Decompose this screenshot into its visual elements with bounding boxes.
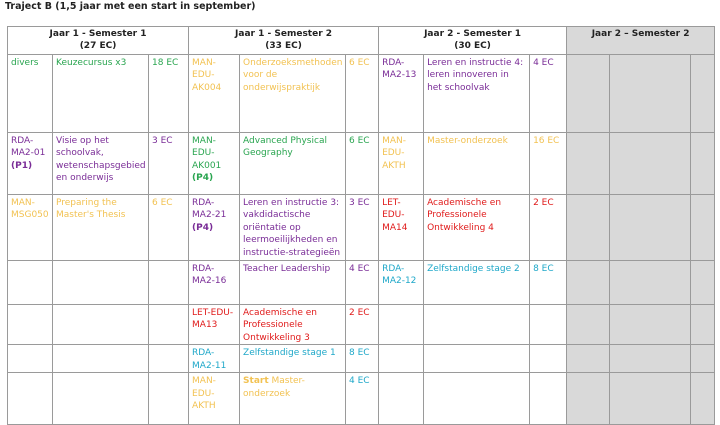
course-name: Preparing the Master's Thesis <box>53 195 149 261</box>
empty-cell <box>8 305 53 345</box>
empty-cell <box>567 261 610 305</box>
empty-cell <box>691 345 715 373</box>
course-name: Master-onderzoek <box>424 133 530 195</box>
empty-cell <box>530 373 567 425</box>
course-code: MAN-MSG050 <box>8 195 53 261</box>
table-row <box>8 261 715 305</box>
empty-cell <box>149 373 189 425</box>
empty-cell <box>691 261 715 305</box>
empty-cell <box>691 55 715 133</box>
course-code: LET-EDU-MA14 <box>379 195 424 261</box>
empty-cell <box>610 373 691 425</box>
empty-cell <box>567 373 610 425</box>
course-ec: 2 EC <box>346 305 379 345</box>
course-name: Visie op het schoolvak, wetenschapsgebied en onderwijs <box>53 133 149 195</box>
empty-cell <box>530 345 567 373</box>
course-name: Zelfstandige stage 2 <box>424 261 530 305</box>
empty-cell <box>149 261 189 305</box>
course-name: Leren en instructie 4: leren innoveren in het schoolvak <box>424 55 530 133</box>
empty-cell <box>149 345 189 373</box>
course-name: Zelfstandige stage 1 <box>240 345 346 373</box>
empty-cell <box>424 373 530 425</box>
empty-cell <box>53 373 149 425</box>
empty-cell <box>8 261 53 305</box>
course-code-cell <box>8 133 53 195</box>
course-ec: 6 EC <box>346 133 379 195</box>
period-label: (P4) <box>192 222 214 233</box>
course-code-cell <box>189 133 240 195</box>
empty-cell <box>691 195 715 261</box>
empty-cell <box>379 305 424 345</box>
empty-cell <box>691 373 715 425</box>
course-name-cell <box>240 373 346 425</box>
course-code: MAN-EDU-AKTH <box>379 133 424 195</box>
table-row <box>8 55 715 133</box>
period-label: (P1) <box>11 160 33 171</box>
course-code: RDA-MA2-01 <box>11 136 46 159</box>
course-ec: 6 EC <box>346 55 379 133</box>
empty-cell <box>567 345 610 373</box>
header-jaar2-semester1: Jaar 2 - Semester 1 (30 EC) <box>379 27 567 55</box>
course-ec: 4 EC <box>530 55 567 133</box>
course-code: RDA-MA2-16 <box>189 261 240 305</box>
empty-cell <box>567 305 610 345</box>
course-name: Academische en Professionele Ontwikkeling 4 <box>424 195 530 261</box>
course-code: divers <box>8 55 53 133</box>
empty-cell <box>530 305 567 345</box>
empty-cell <box>53 305 149 345</box>
course-name: Onderzoeksmethoden voor de onderwijspraktijk <box>240 55 346 133</box>
course-code: MAN-EDU-AKTH <box>189 373 240 425</box>
course-code: RDA-MA2-13 <box>379 55 424 133</box>
period-label: (P4) <box>192 173 214 184</box>
course-code: RDA-MA2-21 <box>192 198 227 221</box>
page-title: Traject B (1,5 jaar met een start in september) <box>5 1 256 12</box>
course-code: RDA-MA2-11 <box>189 345 240 373</box>
course-ec: 18 EC <box>149 55 189 133</box>
empty-cell <box>424 345 530 373</box>
header-jaar1-semester2: Jaar 1 - Semester 2 (33 EC) <box>189 27 379 55</box>
course-name: Keuzecursus x3 <box>53 55 149 133</box>
empty-cell <box>149 305 189 345</box>
empty-cell <box>379 345 424 373</box>
course-name: Teacher Leadership <box>240 261 346 305</box>
empty-cell <box>610 133 691 195</box>
empty-cell <box>424 305 530 345</box>
empty-cell <box>610 261 691 305</box>
course-schedule-table <box>7 26 715 425</box>
table-row <box>8 133 715 195</box>
empty-cell <box>53 261 149 305</box>
empty-cell <box>53 345 149 373</box>
course-ec: 3 EC <box>149 133 189 195</box>
header-jaar1-semester1: Jaar 1 - Semester 1 (27 EC) <box>8 27 189 55</box>
empty-cell <box>567 55 610 133</box>
course-ec: 8 EC <box>346 345 379 373</box>
empty-cell <box>379 373 424 425</box>
course-code: MAN-EDU-AK004 <box>189 55 240 133</box>
course-name: Academische en Professionele Ontwikkeling 3 <box>240 305 346 345</box>
course-name: Master-onderzoek <box>243 376 305 399</box>
empty-cell <box>567 133 610 195</box>
table-row <box>8 345 715 373</box>
course-ec: 3 EC <box>346 195 379 261</box>
header-jaar2-semester2: Jaar 2 – Semester 2 <box>567 27 715 55</box>
course-ec: 4 EC <box>346 261 379 305</box>
empty-cell <box>8 373 53 425</box>
empty-cell <box>610 305 691 345</box>
course-code: MAN-EDU-AK001 <box>192 136 222 171</box>
course-ec: 2 EC <box>530 195 567 261</box>
header-row <box>8 27 715 55</box>
course-ec: 4 EC <box>346 373 379 425</box>
course-ec: 6 EC <box>149 195 189 261</box>
course-ec: 8 EC <box>530 261 567 305</box>
course-code-cell <box>189 195 240 261</box>
table-row <box>8 305 715 345</box>
table-row <box>8 373 715 425</box>
empty-cell <box>8 345 53 373</box>
empty-cell <box>610 195 691 261</box>
empty-cell <box>610 55 691 133</box>
course-ec: 16 EC <box>530 133 567 195</box>
empty-cell <box>691 133 715 195</box>
empty-cell <box>567 195 610 261</box>
empty-cell <box>610 345 691 373</box>
course-name: Advanced Physical Geography <box>240 133 346 195</box>
start-label: Start <box>243 376 269 387</box>
course-name: Leren en instructie 3: vakdidactische oriëntatie op leermoeilijkheden en instructie-strategieën <box>240 195 346 261</box>
table-row <box>8 195 715 261</box>
course-code: LET-EDU-MA13 <box>189 305 240 345</box>
empty-cell <box>691 305 715 345</box>
course-code: RDA-MA2-12 <box>379 261 424 305</box>
